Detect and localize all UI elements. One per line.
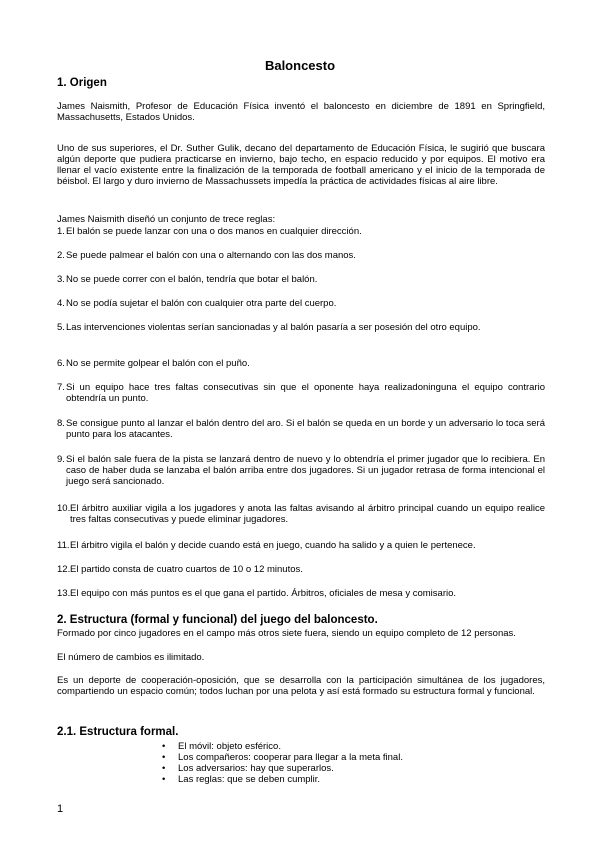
rule-text: El balón se puede lanzar con una o dos manos en cualquier dirección. — [66, 226, 362, 237]
rule-item — [57, 588, 545, 599]
rule-item — [57, 564, 545, 575]
rule-number: 5. — [57, 322, 65, 333]
rule-text: Se consigue punto al lanzar el balón dentro del aro. Si el balón se queda en un borde y un adversario lo toca será punto para los atacantes. — [66, 418, 545, 440]
rule-item — [57, 298, 545, 309]
rule-item — [57, 540, 545, 551]
paragraph-origen-1: James Naismith, Profesor de Educación Física inventó el baloncesto en diciembre de 1891 en Springfield, Massachusetts, Estados Unidos. — [57, 101, 545, 123]
rule-number: 9. — [57, 454, 65, 465]
list-item — [162, 752, 403, 763]
paragraph-estructura-2: El número de cambios es ilimitado. — [57, 652, 205, 663]
rule-item — [57, 358, 545, 369]
rule-number: 3. — [57, 274, 65, 285]
rule-text: El árbitro vigila el balón y decide cuando está en juego, cuando ha salido y a quien le pertenece. — [70, 540, 476, 551]
paragraph-origen-2: Uno de sus superiores, el Dr. Suther Gulik, decano del departamento de Educación Física, le sugirió que buscara algún deporte que pudiera practicarse en invierno, bajo techo, en espacio reducido y por equipos. El motivo era llenar el vacío existente entre la finalización de la temporada de football americano y el inicio de la temporada de béisbol. El largo y duro invierno de Massachussets impedía la práctica de actividades físicas al aire libre. — [57, 143, 545, 187]
paragraph-estructura-1: Formado por cinco jugadores en el campo más otros siete fuera, siendo un equipo completo de 12 personas. — [57, 628, 516, 639]
rule-text: No se puede correr con el balón, tendría que botar el balón. — [66, 274, 318, 285]
section-heading-origen: 1. Origen — [57, 77, 107, 89]
paragraph-estructura-3: Es un deporte de cooperación-oposición, que se desarrolla con la participación simultánea de los jugadores, compartiendo un espacio común; todos luchan por una pelota y así está formado su estructura formal y funcional. — [57, 675, 545, 697]
rule-item — [57, 382, 545, 404]
rule-text: No se podía sujetar el balón con cualquier otra parte del cuerpo. — [66, 298, 337, 309]
list-item — [162, 741, 403, 752]
rule-number: 8. — [57, 418, 65, 429]
bullet-icon: • — [162, 774, 166, 785]
list-item-text: Los compañeros: cooperar para llegar a la meta final. — [178, 752, 403, 763]
rule-number: 10. — [57, 503, 71, 514]
bullet-icon: • — [162, 763, 166, 774]
section-heading-formal: 2.1. Estructura formal. — [57, 726, 179, 738]
rule-item — [57, 250, 545, 261]
rule-number: 4. — [57, 298, 65, 309]
rule-item — [57, 226, 545, 237]
rule-item — [57, 322, 545, 333]
list-item-text: Los adversarios: hay que superarlos. — [178, 763, 334, 774]
rule-text: Si el balón sale fuera de la pista se lanzará dentro de nuevo y lo obtendría el primer jugador que lo recibiera. En caso de haber duda se lanzaba el balón arriba entre dos jugadores. Si un jugador retrasa de forma intencional el juego será sancionado. — [66, 454, 545, 487]
rule-number: 12. — [57, 564, 71, 575]
rule-text: No se permite golpear el balón con el puño. — [66, 358, 250, 369]
rules-intro: James Naismith diseñó un conjunto de trece reglas: — [57, 214, 276, 225]
document-title: Baloncesto — [264, 58, 336, 73]
rule-text: Se puede palmear el balón con una o alternando con las dos manos. — [66, 250, 356, 261]
list-item-text: El móvil: objeto esférico. — [178, 741, 281, 752]
rule-item — [57, 454, 545, 487]
bullet-icon: • — [162, 741, 166, 752]
rule-text: Las intervenciones violentas serían sancionadas y al balón pasaría a ser posesión del otro equipo. — [66, 322, 481, 333]
rule-number: 13. — [57, 588, 71, 599]
section-heading-estructura: 2. Estructura (formal y funcional) del juego del baloncesto. — [57, 614, 378, 626]
rule-number: 2. — [57, 250, 65, 261]
list-item — [162, 774, 403, 785]
bullet-icon: • — [162, 752, 166, 763]
rule-item — [57, 274, 545, 285]
rule-text: Si un equipo hace tres faltas consecutivas sin que el oponente haya realizadoninguna el equipo contrario obtendría un punto. — [66, 382, 545, 404]
rule-text: El árbitro auxiliar vigila a los jugadores y anota las faltas avisando al árbitro principal cuando un equipo realice tres faltas consecutivas y puede eliminar jugadores. — [70, 503, 545, 525]
rule-number: 7. — [57, 382, 65, 393]
rule-item — [57, 418, 545, 440]
list-item-text: Las reglas: que se deben cumplir. — [178, 774, 321, 785]
rule-number: 1. — [57, 226, 65, 237]
rule-text: El equipo con más puntos es el que gana el partido. Árbitros, oficiales de mesa y comisario. — [70, 588, 457, 599]
rule-item — [57, 503, 545, 525]
rule-number: 6. — [57, 358, 65, 369]
rule-number: 11. — [57, 540, 70, 551]
rule-text: El partido consta de cuatro cuartos de 10 o 12 minutos. — [70, 564, 303, 575]
list-item — [162, 763, 403, 774]
formal-structure-list — [162, 741, 403, 785]
page-number: 1 — [57, 803, 64, 815]
